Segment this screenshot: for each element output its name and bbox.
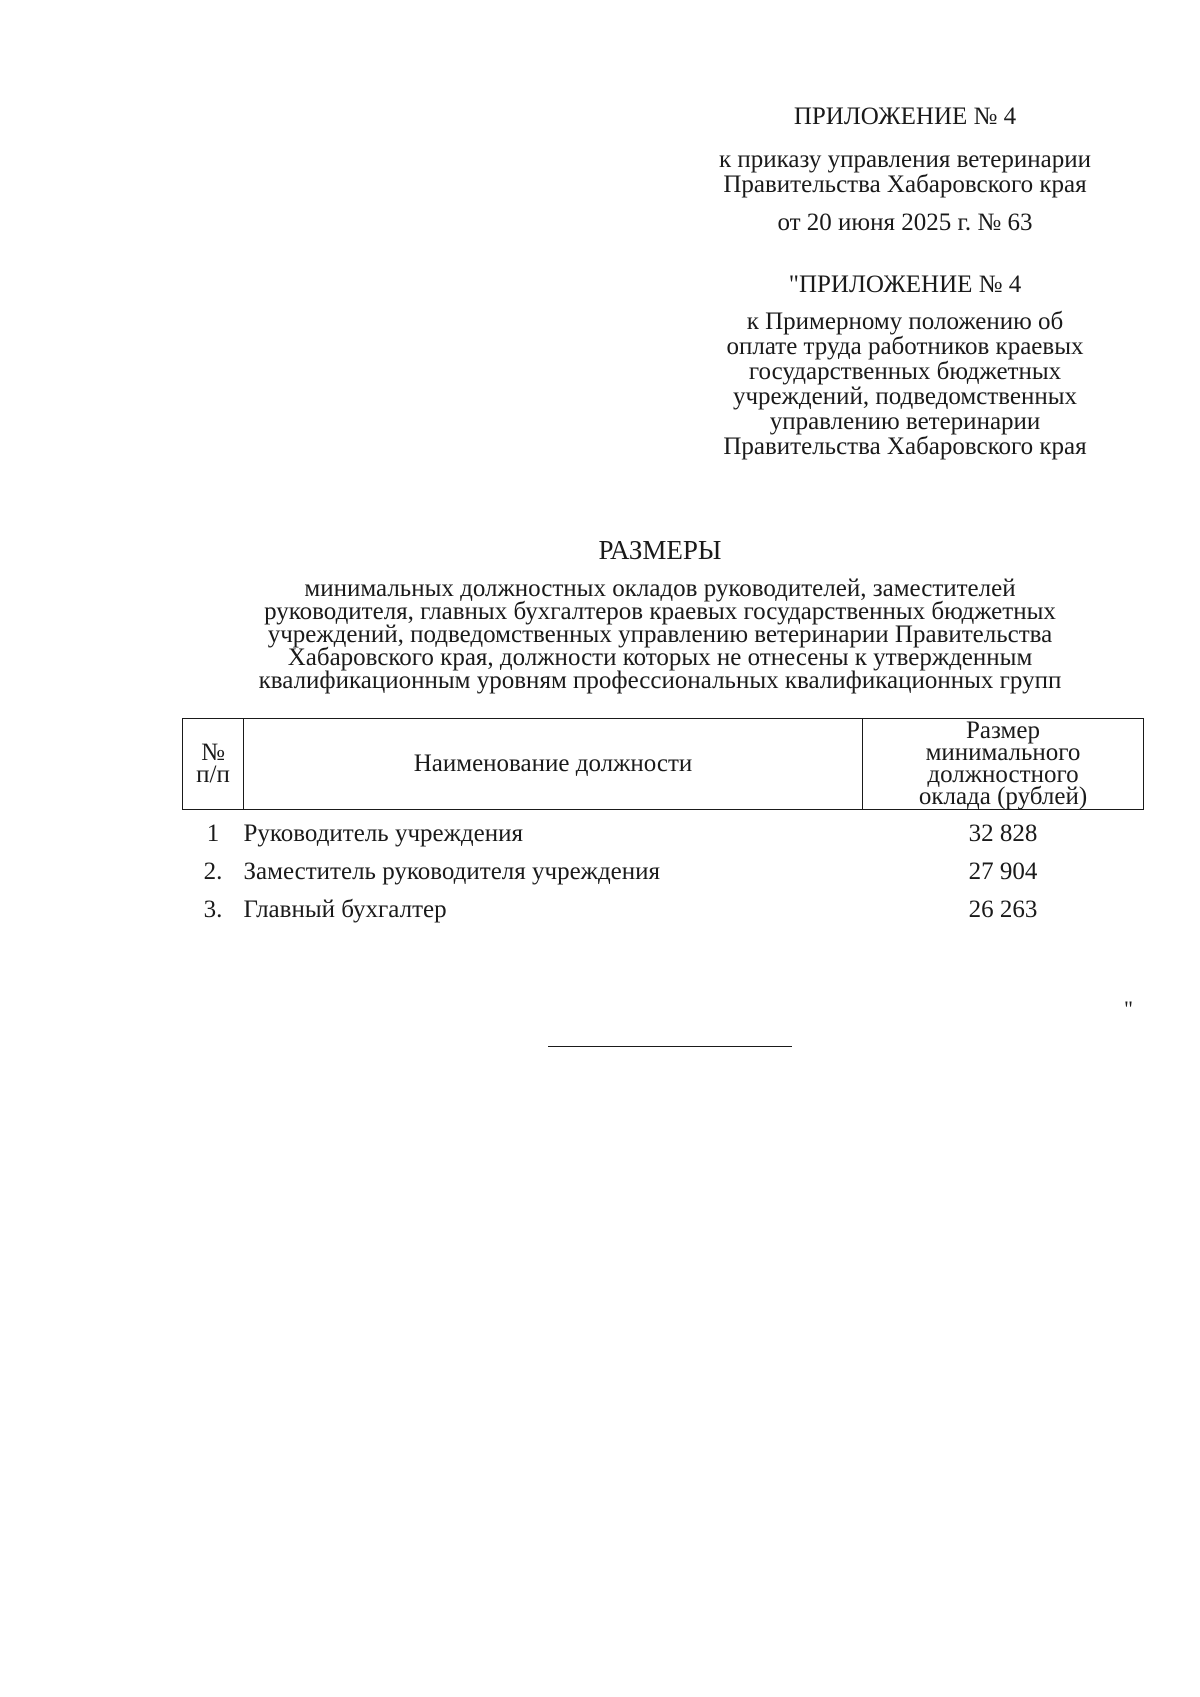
appendix-order-line: к приказу управления ветеринарии <box>718 146 1092 173</box>
appendix-order-line: Правительства Хабаровского края <box>723 171 1087 198</box>
row-salary: 26 263 <box>968 896 1038 923</box>
header-size-line: минимального <box>925 739 1081 766</box>
appendix-regulation-line: Правительства Хабаровского края <box>723 433 1087 460</box>
appendix-order-block <box>680 104 1130 235</box>
appendix-regulation-heading: "ПРИЛОЖЕНИЕ № 4 <box>788 271 1022 298</box>
appendix-regulation-line: управлению ветеринарии <box>769 408 1041 435</box>
header-number <box>183 719 244 810</box>
subtitle-line: минимальных должностных окладов руководителей, заместителей <box>304 575 1016 602</box>
closing-quote: " <box>1124 996 1133 1021</box>
header-size-line: оклада (рублей) <box>918 783 1088 810</box>
table-header-row <box>183 719 1144 810</box>
row-salary: 27 904 <box>968 858 1038 885</box>
appendix-regulation-line: учреждений, подведомственных <box>732 383 1078 410</box>
table-row <box>183 810 1144 849</box>
row-position: Заместитель руководителя учреждения <box>243 858 661 885</box>
subtitle-line: Хабаровского края, должности которых не отнесены к утвержденным <box>287 644 1033 671</box>
table-row <box>183 848 1144 886</box>
subtitle-line: учреждений, подведомственных управлению ветеринарии Правительства <box>267 621 1053 648</box>
row-position: Руководитель учреждения <box>243 820 523 847</box>
header-number-line: № <box>201 739 225 766</box>
subtitle-line: руководителя, главных бухгалтеров краевых государственных бюджетных <box>264 598 1056 625</box>
table-row <box>183 886 1144 924</box>
header-size-line: Размер <box>966 717 1040 744</box>
end-rule <box>548 1046 792 1047</box>
row-number: 1 <box>206 820 220 847</box>
subtitle-line: квалификационным уровням профессиональных квалификационных групп <box>258 667 1062 694</box>
document-title: РАЗМЕРЫ <box>598 535 722 565</box>
appendix-regulation-line: к Примерному положению об <box>746 308 1064 335</box>
document-subtitle <box>180 577 1140 692</box>
row-salary: 32 828 <box>968 820 1038 847</box>
appendix-regulation-block <box>680 272 1130 459</box>
appendix-order-heading: ПРИЛОЖЕНИЕ № 4 <box>793 103 1017 130</box>
row-position: Главный бухгалтер <box>243 896 447 923</box>
header-position-name: Наименование должности <box>244 719 863 810</box>
header-size-line: должностного <box>927 761 1079 788</box>
salary-table <box>182 718 1144 924</box>
appendix-regulation-line: оплате труда работников краевых <box>726 333 1084 360</box>
document-title-block <box>180 535 1140 692</box>
row-number: 3. <box>203 896 223 923</box>
header-number-line: п/п <box>196 761 230 788</box>
appendix-order-date: от 20 июня 2025 г. № 63 <box>777 209 1033 236</box>
appendix-regulation-line: государственных бюджетных <box>748 358 1062 385</box>
row-number: 2. <box>203 858 223 885</box>
header-salary-size <box>863 719 1144 810</box>
